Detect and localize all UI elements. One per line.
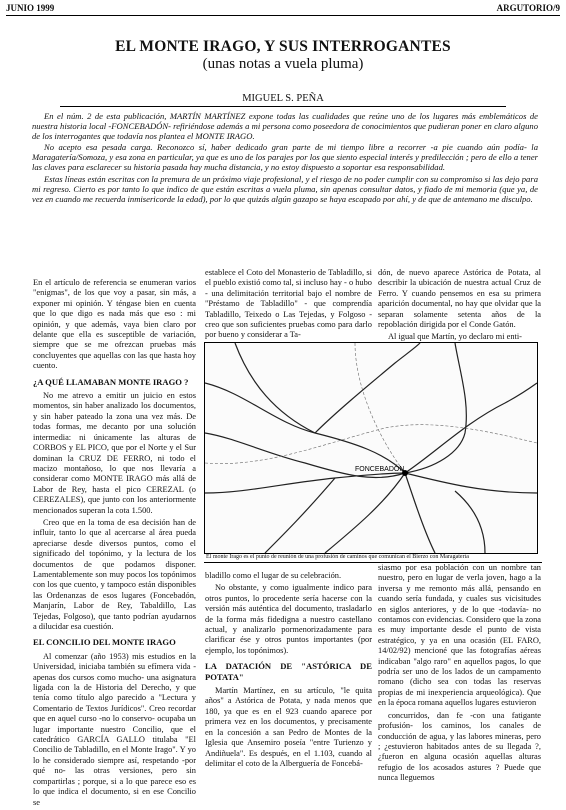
intro-paragraph: Estas líneas están escritas con la premura de un próximo viaje profesional, y el riesgo de no poder cumplir con su compromiso si las dejo para mi regreso. Cierto es por tanto lo que indico de que están escritas a vuela pluma, sin apenas consultar datos, y fiado de mi memoria (que ya, de vez en cuando me recuerda inmisericorde la edad), por lo que quizás algún gazapo se haya escapado por ahí, y de que de antemano me disculpo. [32, 173, 538, 204]
body-paragraph: siasmo por esa población con un nombre tan nuestro, pero en lugar de verla joven, hago a la inversa y me remonto más allá, pensando en cuando sería fundada, y cuales sus vicisitudes en siglos anteriores, y de lo que -todavía- no contamos con evidencias. Considero que la zona es muy importante desde el punto de vista estratégico, y ya en una ocasión (EL FARO, 14/02/92) mencioné que las fotografías aéreas indicaban "algo raro" en aquellos pagos, lo que podría ser uno de los lados de un campamento romano (dicho sea con todas las reservas propias de mi inexperiencia arqueológica). Que en la época romana aquellos lugares estuvieron [378, 563, 541, 708]
body-paragraph: No obstante, y como igualmente indico para otros puntos, lo procedente sería hacerse con la versión más auténtica del documento, trasladarlo de la forma más fidedigna a nuestro castellano actual, y analizarlo pormenorizadamente para clarificar ése y otros puntos importantes (por ejemplo, los topónimos). [205, 583, 372, 655]
body-paragraph: dón, de nuevo aparece Astórica de Potata, al describir la ubicación de nuestra actual Cruz de Ferro. Y cuando pensemos en esa su primera aparición documental, no hay que olvidar que la separan solamente setenta años de la repoblación dirigida por el Conde Gatón. [378, 268, 541, 330]
column-2-top [205, 268, 372, 343]
intro-paragraph: En el núm. 2 de esta publicación, MARTÍN MARTÍNEZ expone todas las cualidades que reúne uno de los lugares más emblemáticos de nuestra historia local -FONCEBADÓN- refiriéndose además a mi persona como poseedora de conocimientos que pudieran poner en claro alguno de los interrogantes que todavía nos plantea el MONTE IRAGO. [32, 111, 538, 142]
article-title: EL MONTE IRAGO, Y SUS INTERROGANTES [115, 38, 451, 55]
column-3-bottom [378, 563, 541, 786]
author-byline [60, 93, 506, 104]
section-heading: ¿A QUÉ LLAMABAN MONTE IRAGO ? [33, 376, 189, 387]
body-paragraph: Creo que en la toma de esa decisión han de influir, tanto lo que al acercarse al área pueda apreciarse desde diversos puntos, como el significado del topónimo, y la lectura de los documentos de que podamos disponer. Lamentablemente son muy pocos los topónimos con los que cuento, y tampoco están disponibles las Ordenanzas de esos lugares (Foncebadón, Manjarín, Labor de Rey, Tabaldillo, Las Tejedas, Folgoso), que tanto podrían ayudarnos a dilucidar esa cuestión. [33, 517, 196, 631]
issue-date: JUNIO 1999 [6, 3, 55, 13]
column-3-top [378, 268, 541, 345]
byline-rule [60, 106, 506, 107]
body-paragraph: Al comenzar (año 1953) mis estudios en la Universidad, iniciaba también su efímera vida -apenas dos cursos como mucho- una asignatura ligada con la de Historia del Derecho, y que tenía como título algo parecido a "Lectura y Comentario de Textos Jurídicos". Creo recordar que en aquel curso -no lo conservo- ocupaba un lugar importante nuestro Concilio, que el catedrático GARCÍA GALLO titulaba "El Concilio de Tabladillo, en el Monte Irago". Y yo lo he considerado siempre así, respetando -por qué no- las otras versiones, pero sin compartirlas ; porque, si a lo que parece eso es lo que indica el documento, si en ese Concilio se [33, 651, 196, 807]
section-heading: LA DATACIÓN DE "ASTÓRICA DE POTATA" [205, 661, 372, 682]
intro-paragraph: No acepto esa pesada carga. Reconozco sí, haber dedicado gran parte de mi tiempo libre a recorrer -a pie cuando aún podía- la Maragatería/Somoza, y esa zona en particular, ya que es uno de los parajes por los que siento especial interés y predilección ; pero de ello a tener las claves para esclarecer su historia pasada hay mucha distancia, y no estoy dispuesto a soportar esa responsabilidad. [32, 142, 538, 173]
body-paragraph: Al igual que Martín, yo declaro mi enti- [388, 332, 522, 342]
column-1 [33, 278, 196, 810]
intro-section [32, 111, 538, 205]
column-2-bottom [205, 571, 372, 771]
road-map [205, 343, 537, 553]
map-caption: El monte Irago es el punto de reunión de una profusión de caminos que comunican el Bierzo con Maragatería [204, 553, 542, 563]
body-paragraph: No me atrevo a emitir un juicio en estos momentos, sin haber analizado los documentos, y sin haber pateado la zona una vez más. De todas formas, me decanto por una solución intermedia: ni únicamente las alturas de CORBOS y EL PICO, que por el Norte y el Sur dominan la CRUZ DE FERRO, ni todo el macizo montañoso, lo que nos llevaría a considerar como MONTE IRAGO más allá de Labor de Rey, hasta el pico CEREZAL (o CEREZALES), que junto con los anteriormente mencionados superan la cota 1.500. [33, 391, 196, 515]
body-paragraph: bladillo como el lugar de su celebración. [205, 571, 342, 580]
article-subtitle: (unas notas a vuela pluma) [202, 56, 364, 72]
body-paragraph: En el artículo de referencia se enumeran varios "enigmas", de los que voy a pasar, sin más, a exponer mi opinión. Y téngase bien en cuenta que lo que digo es nada más que eso : mi opinión, y que además, vaya bien claro por delante que ella es susceptible de variación, siempre que se me ofrezcan pruebas más concluyentes que aquellas con las que hasta hoy cuento. [33, 278, 196, 371]
body-paragraph: concurridos, dan fe -con una fatigante profusión- los caminos, los canales de conducción de agua, y las labores mineras, pero ; ¿estuvieron habitados antes de su llegada ?, ¿fueron en alguna ocasión aquellas alturas refugio de los acosados astures ? Puede que nunca lleguemos [378, 710, 541, 783]
section-heading: EL CONCILIO DEL MONTE IRAGO [33, 637, 176, 648]
publication-name: ARGUTORIO/9 [496, 3, 560, 13]
map-figure [204, 342, 538, 554]
header-rule [6, 15, 560, 16]
body-paragraph: establece el Coto del Monasterio de Tabladillo, si el pueblo existió como tal, si incluso hay - o hubo - una delimitación territorial bajo el nombre de "Préstamo de Tabladillo" - que comprendía Tabladillo, Teixedo o Las Tejedas, y Folgoso - creo que son suficientes pruebas como para darlo por bueno y considerar a Ta- [205, 268, 372, 340]
body-paragraph: Martín Martínez, en su artículo, "le quita años" a Astórica de Potata, y nada menos que 180, ya que es en el 923 cuando aparece por primera vez en los documentos, y precisamente en la concesión a san Pedro de Montes de la Iglesia que Ansemiro poseía "entre Turienzo y Andiñuela". Es después, en el 1.103, cuando al delimitar el coto de la Alberguería de Foncebá- [205, 686, 372, 768]
map-place-label: FONCEBADÓN [355, 466, 405, 473]
page-header [6, 3, 560, 17]
author-name: MIGUEL S. PEÑA [242, 93, 324, 104]
